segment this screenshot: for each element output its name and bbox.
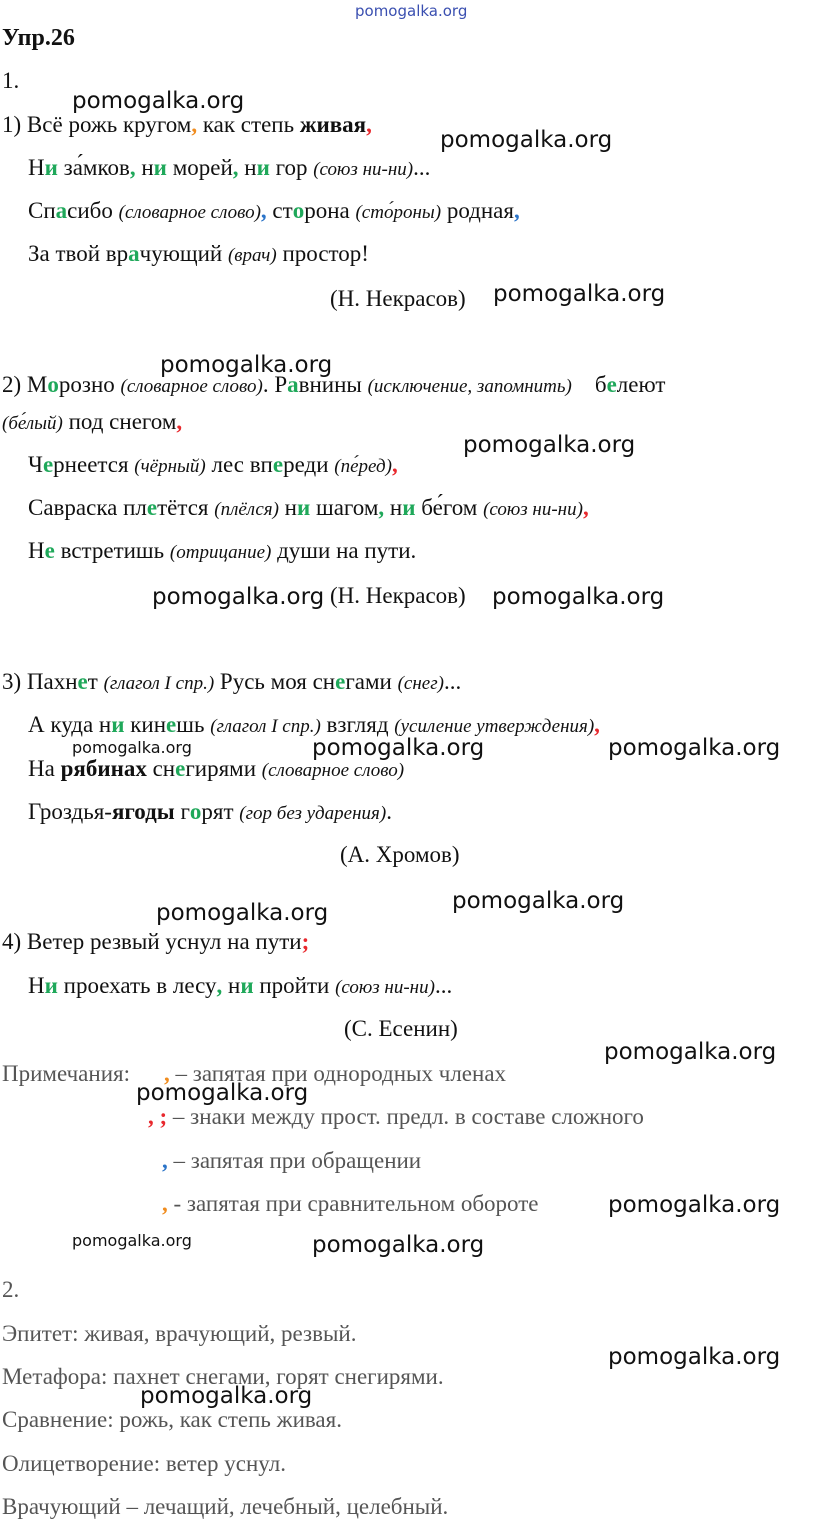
poem-line: 4) Ветер резвый уснул на пути; bbox=[2, 929, 310, 954]
part1-label: 1. bbox=[2, 68, 20, 93]
poem-line: (бе́лый) под снегом, bbox=[2, 409, 183, 434]
note-item: , - запятая при сравнительном обороте bbox=[162, 1191, 539, 1216]
poem-line: А куда ни кинешь (глагол I спр.) взгляд (усиление утверждения), bbox=[28, 712, 600, 737]
watermark: pomogalka.org bbox=[493, 281, 666, 307]
watermark: pomogalka.org bbox=[72, 1231, 192, 1250]
poem-line: 1) Всё рожь кругом, как степь живая, bbox=[2, 112, 372, 137]
watermark-top: pomogalka.org bbox=[355, 2, 468, 20]
part2-label: 2. bbox=[2, 1277, 20, 1302]
watermark: pomogalka.org bbox=[608, 1192, 781, 1218]
exercise-title: Упр.26 bbox=[2, 25, 75, 51]
watermark: pomogalka.org bbox=[463, 432, 636, 458]
poem-author: (С. Есенин) bbox=[344, 1016, 458, 1041]
watermark: pomogalka.org bbox=[604, 1039, 777, 1065]
poem-line: Ни проехать в лесу, ни пройти (союз ни-ни)... bbox=[28, 973, 453, 998]
poem-author: (Н. Некрасов) bbox=[330, 286, 466, 311]
watermark: pomogalka.org bbox=[608, 1344, 781, 1370]
watermark: pomogalka.org bbox=[312, 735, 485, 761]
watermark: pomogalka.org bbox=[160, 352, 333, 378]
poem-line: Спасибо (словарное слово), сторона (сто́роны) родная, bbox=[28, 198, 520, 223]
notes-label: Примечания: bbox=[2, 1061, 130, 1086]
poem-line: На рябинах снегирями (словарное слово) bbox=[28, 756, 405, 781]
figure-of-speech-line: Метафора: пахнет снегами, горят снегирями. bbox=[2, 1364, 444, 1389]
watermark: pomogalka.org bbox=[492, 584, 665, 610]
watermark: pomogalka.org bbox=[156, 900, 329, 926]
watermark: pomogalka.org bbox=[452, 888, 625, 914]
watermark: pomogalka.org bbox=[608, 735, 781, 761]
note-item: , – запятая при однородных членах bbox=[164, 1061, 507, 1086]
watermark: pomogalka.org bbox=[72, 88, 245, 114]
poem-line: Чернеется (чёрный) лес впереди (пе́ред), bbox=[28, 452, 398, 477]
watermark: pomogalka.org bbox=[440, 127, 613, 153]
poem-author: (Н. Некрасов) bbox=[330, 583, 466, 608]
poem-line: Не встретишь (отрицание) души на пути. bbox=[28, 538, 417, 563]
poem-line: 2) Морозно (словарное слово). Равнины (исключение, запомнить) белеют bbox=[2, 372, 666, 397]
poem-author: (А. Хромов) bbox=[340, 842, 460, 867]
poem-line: 3) Пахнет (глагол I спр.) Русь моя снегами (снег)... bbox=[2, 669, 462, 694]
watermark: pomogalka.org bbox=[312, 1232, 485, 1258]
figure-of-speech-line: Врачующий – лечащий, лечебный, целебный. bbox=[2, 1494, 449, 1519]
poem-line: За твой врачующий (врач) простор! bbox=[28, 241, 369, 266]
note-item: , – запятая при обращении bbox=[162, 1148, 422, 1173]
poem-line: Савраска плетётся (плёлся) ни шагом, ни бе́гом (союз ни-ни), bbox=[28, 495, 589, 520]
watermark: pomogalka.org bbox=[136, 1080, 309, 1106]
figure-of-speech-line: Олицетворение: ветер уснул. bbox=[2, 1451, 287, 1476]
watermark: pomogalka.org bbox=[72, 738, 192, 757]
watermark: pomogalka.org bbox=[140, 1383, 313, 1409]
note-item: , ; – знаки между прост. предл. в составе сложного bbox=[148, 1104, 644, 1129]
watermark: pomogalka.org bbox=[152, 584, 325, 610]
figure-of-speech-line: Сравнение: рожь, как степь живая. bbox=[2, 1407, 342, 1432]
figure-of-speech-line: Эпитет: живая, врачующий, резвый. bbox=[2, 1321, 357, 1346]
poem-line: Ни за́мков, ни морей, ни гор (союз ни-ни)... bbox=[28, 155, 431, 180]
poem-line: Гроздья-ягоды горят (гор без ударения). bbox=[28, 799, 392, 824]
